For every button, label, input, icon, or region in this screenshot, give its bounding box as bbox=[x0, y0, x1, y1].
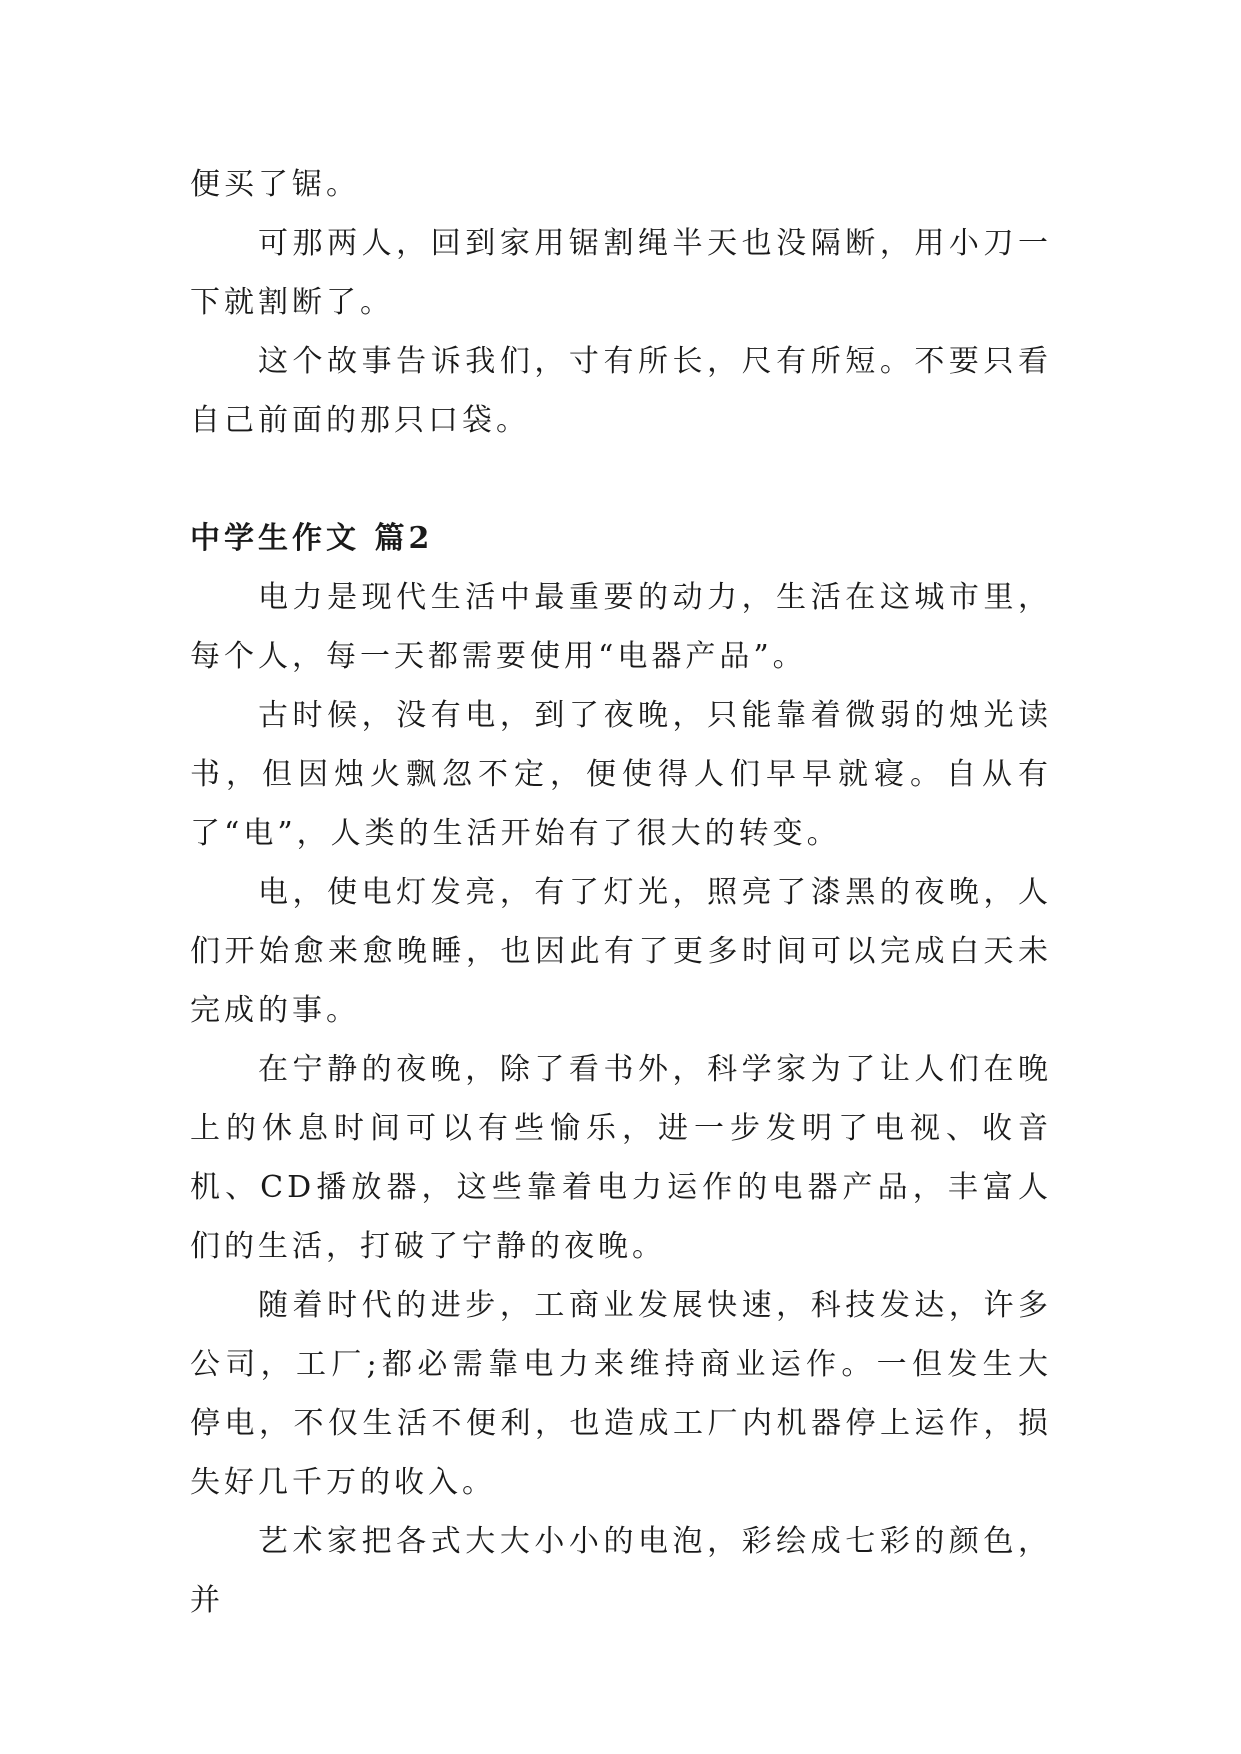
paragraph: 这个故事告诉我们，寸有所长，尺有所短。不要只看自己前面的那只口袋。 bbox=[190, 344, 1052, 438]
section-heading: 中学生作文 篇2 bbox=[190, 521, 434, 556]
paragraph: 电力是现代生活中最重要的动力，生活在这城市里，每个人，每一天都需要使用“电器产品”。 bbox=[190, 580, 1052, 674]
paragraph: 随着时代的进步，工商业发展快速，科技发达，许多公司，工厂;都必需靠电力来维持商业运作。一但发生大停电，不仅生活不便利，也造成工厂内机器停上运作，损失好几千万的收入。 bbox=[190, 1288, 1052, 1500]
paragraph: 电，使电灯发亮，有了灯光，照亮了漆黑的夜晚，人们开始愈来愈晚睡，也因此有了更多时间可以完成白天未完成的事。 bbox=[190, 875, 1052, 1028]
paragraph: 古时候，没有电，到了夜晚，只能靠着微弱的烛光读书，但因烛火飘忽不定，便使得人们早早就寝。自从有了“电”，人类的生活开始有了很大的转变。 bbox=[190, 698, 1052, 851]
paragraph: 艺术家把各式大大小小的电泡，彩绘成七彩的颜色，并 bbox=[190, 1524, 1052, 1618]
paragraph: 可那两人，回到家用锯割绳半天也没隔断，用小刀一下就割断了。 bbox=[190, 226, 1052, 320]
paragraph: 在宁静的夜晚，除了看书外，科学家为了让人们在晚上的休息时间可以有些愉乐，进一步发明了电视、收音机、CD播放器，这些靠着电力运作的电器产品，丰富人们的生活，打破了宁静的夜晚。 bbox=[190, 1052, 1052, 1264]
document-page bbox=[190, 155, 1052, 1655]
paragraph-continuation: 便买了锯。 bbox=[190, 167, 360, 202]
